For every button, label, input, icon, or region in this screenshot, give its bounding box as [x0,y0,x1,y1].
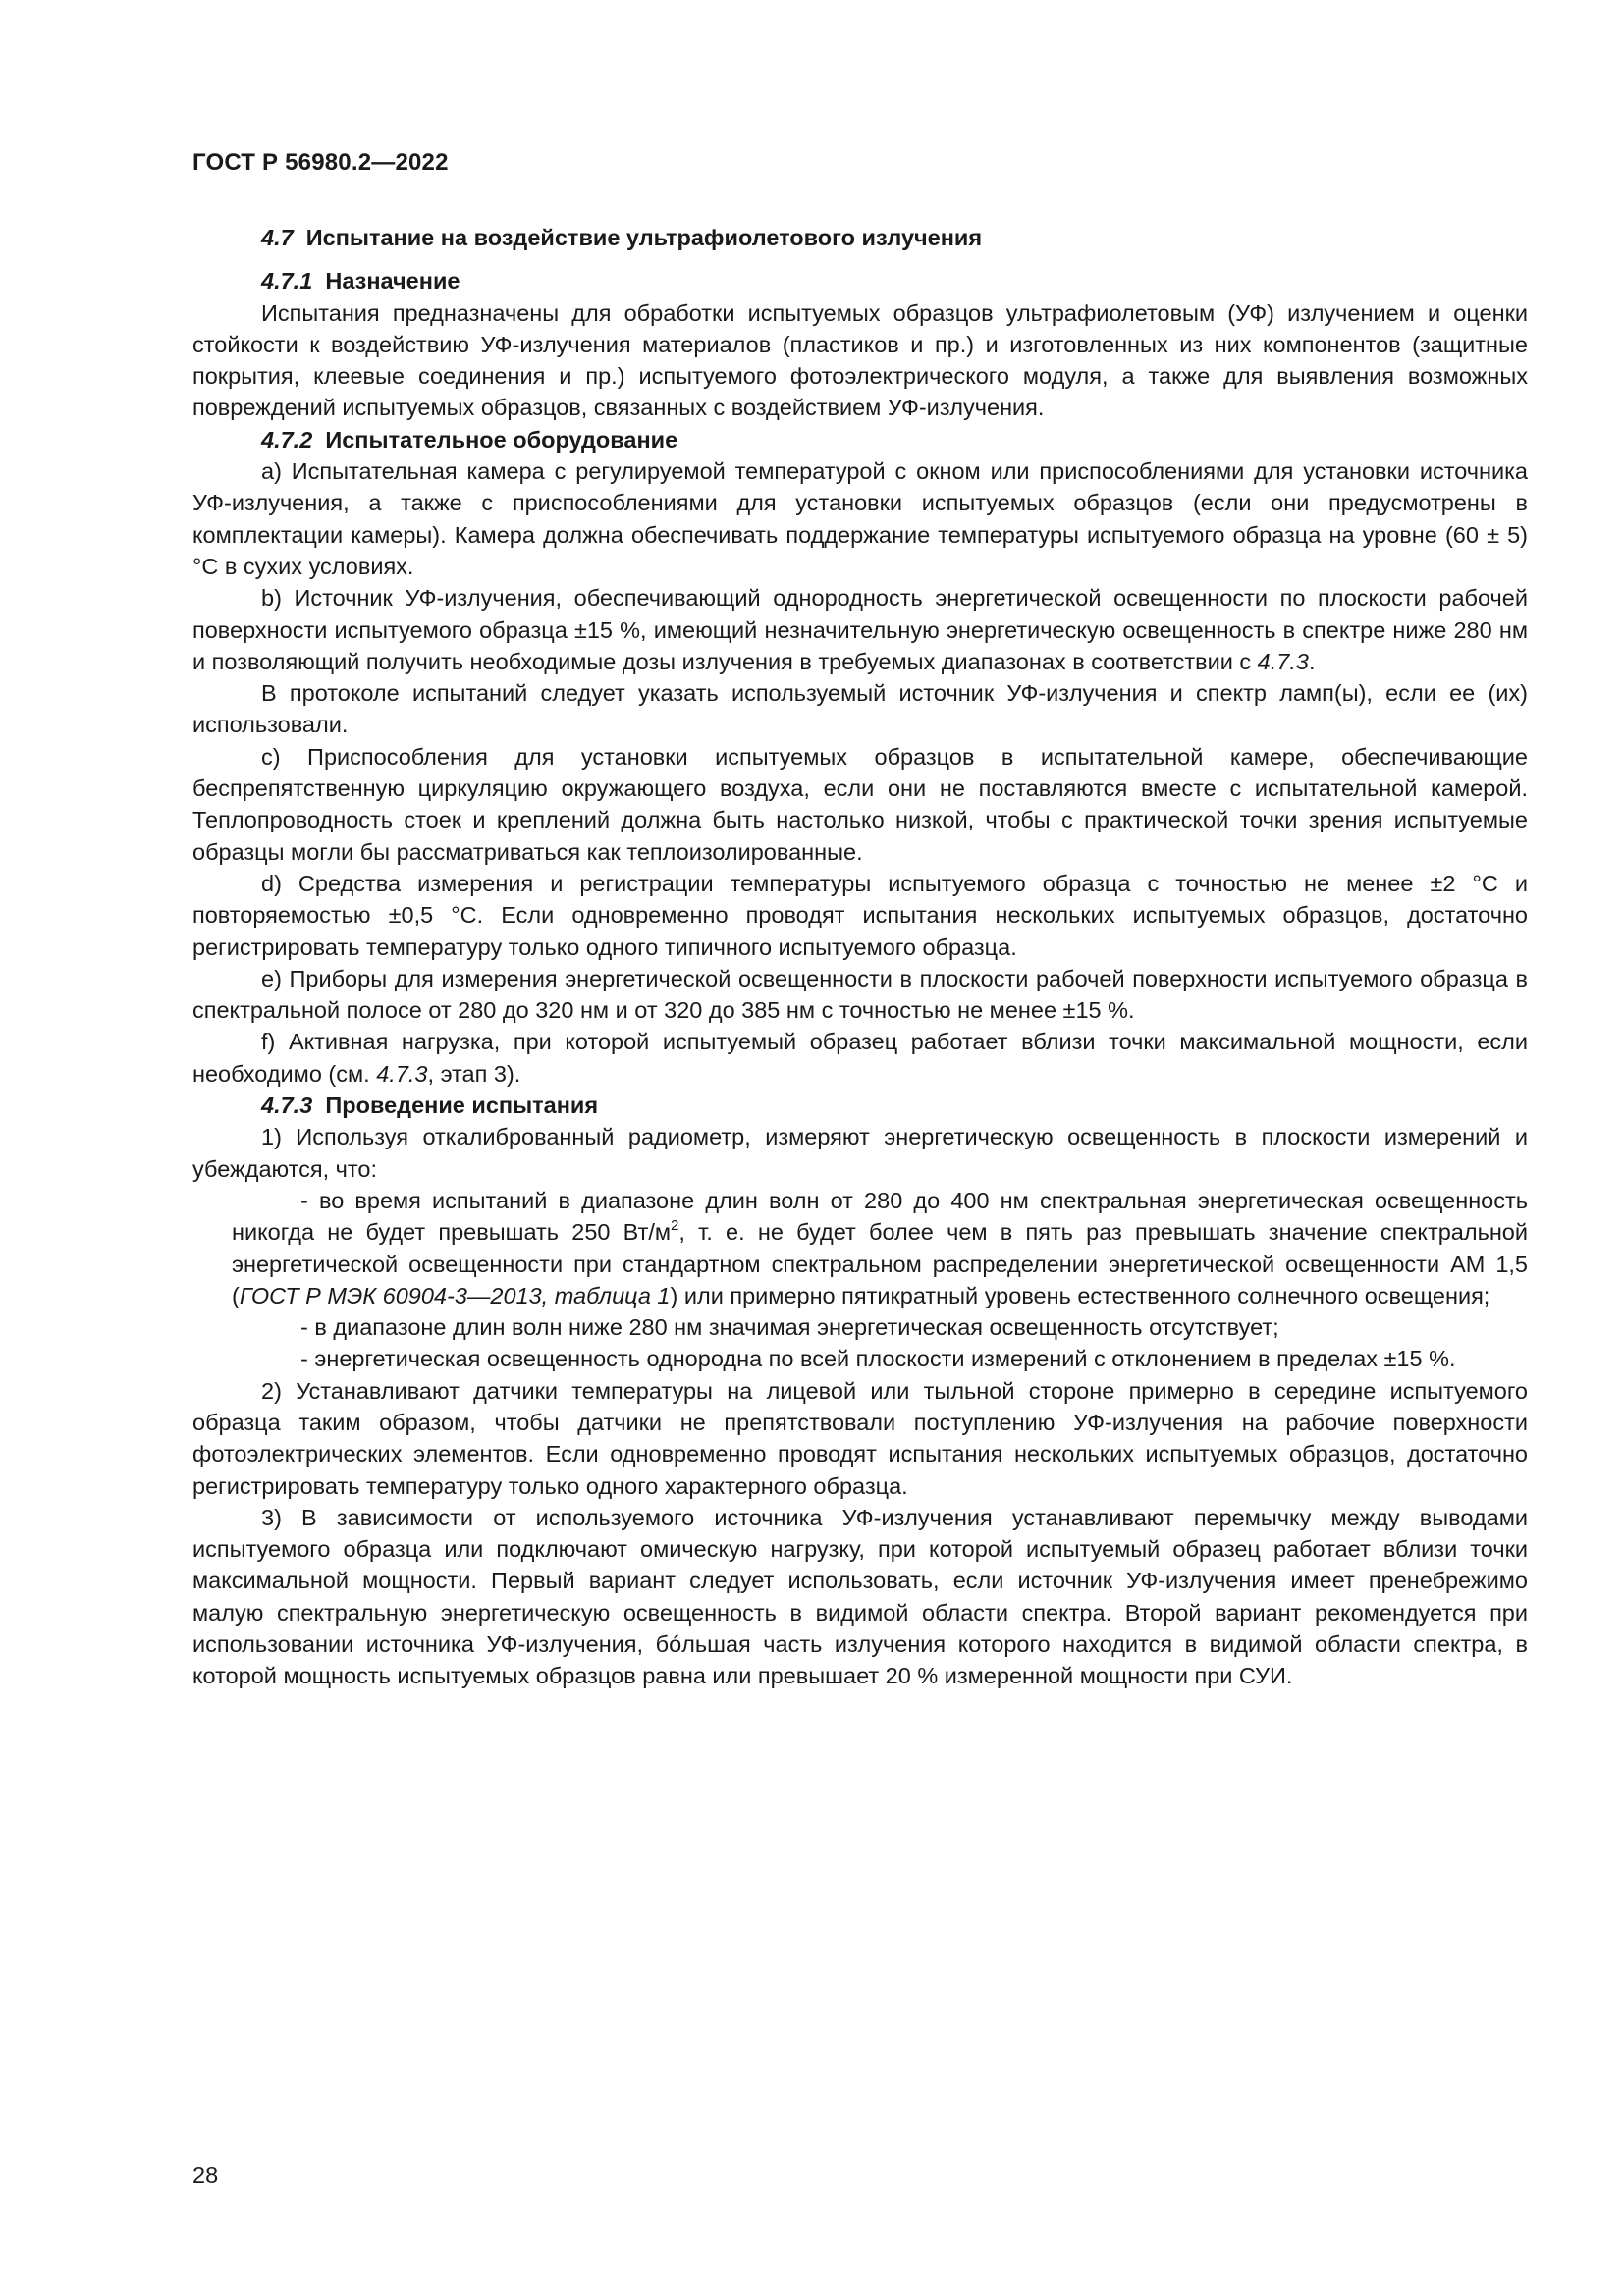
list-item-d: d) Средства измерения и регистрации температуры испытуемого образца с точностью не менее ±2 °С и повторяемостью ±0,5 °С. Если одновременно проводят испытания нескольких испытуемых образцов, достаточно регистрировать температуру только одного типичного испытуемого образца. [192,870,1528,960]
subsection-number: 4.7.3 [261,1093,313,1119]
subsection-title: Проведение испытания [325,1093,599,1119]
subsection-number: 4.7.1 [261,268,313,294]
bullet-1-text-b: , т. е. не будет более чем в пять раз превышать значение спектральной энергетической освещенности при стандартном спектральном распределении энергетической освещенности АМ 1,5 ( [232,1219,1528,1308]
list-item-a: a) Испытательная камера с регулируемой температурой с окном или приспособлениями для установки источника УФ-излучения, а также с приспособлениями для установки испытуемых образцов (если они предусмотрены в комплектации камеры). Камера должна обеспечивать поддержание температуры испытуемого образца на уровне (60 ± 5) °С в сухих условиях. [192,458,1528,579]
step-1: 1) Используя откалиброванный радиометр, измеряют энергетическую освещенность в плоскости измерений и убеждаются, что: [192,1124,1528,1182]
section-heading [192,222,1528,253]
section-title: Испытание на воздействие ультрафиолетового излучения [305,225,983,250]
subsection-heading-4-7-2 [192,424,1528,455]
bullet-2: - в диапазоне длин волн ниже 280 нм значимая энергетическая освещенность отсутствует; [300,1314,1279,1341]
list-item-b [192,582,1528,677]
list-item-b-end: . [1308,648,1316,674]
subsection-number: 4.7.2 [261,426,313,453]
list-item-f-text: f) Активная нагрузка, при которой испытуемый образец работает вблизи точки максимальной мощности, если необходимо (см. [192,1029,1528,1087]
page-number: 28 [192,2163,219,2188]
list-item-f [192,1026,1528,1090]
step-2: 2) Устанавливают датчики температуры на лицевой или тыльной стороне примерно в середине испытуемого образца таким образом, чтобы датчики не препятствовали поступлению УФ-излучения на рабочие поверхности фотоэлектрических элементов. Если одновременно проводят испытания нескольких испытуемых образцов, достаточно регистрировать температуру только одного характерного образца. [192,1377,1528,1499]
subsection-title: Назначение [325,268,460,294]
list-item-f-end: , этап 3). [427,1060,521,1087]
step-3: 3) В зависимости от используемого источника УФ-излучения устанавливают перемычку между выводами испытуемого образца или подключают омическую нагрузку, при которой испытуемый образец работает вблизи точки максимальной мощности. Первый вариант следует использовать, если источник УФ-излучения имеет пренебрежимо малую спектральную энергетическую освещенность в видимой области спектра. Второй вариант рекомендуется при использовании источника УФ-излучения, бóльшая часть излучения которого находится в видимой области спектра, в которой мощность испытуемых образцов равна или превышает 20 % измеренной мощности при СУИ. [192,1504,1528,1689]
cross-reference: 4.7.3 [1257,648,1309,674]
bullet-3: - энергетическая освещенность однородна по всей плоскости измерений с отклонением в пределах ±15 %. [300,1346,1456,1372]
subsection-heading-4-7-3 [192,1090,1528,1121]
superscript: 2 [671,1217,679,1235]
bullet-1-text-a: - во время испытаний в диапазоне длин волн от 280 до 400 нм спектральная энергетическая освещенность никогда не будет превышать 250 Вт/м [232,1187,1528,1246]
cross-reference: 4.7.3 [376,1060,428,1087]
page-content [192,222,1528,1692]
section-number: 4.7 [261,225,294,250]
paragraph-protocol: В протоколе испытаний следует указать используемый источник УФ-излучения и спектр ламп(ы), если ее (их) использовали. [192,680,1528,738]
document-id: ГОСТ Р 56980.2—2022 [192,149,449,176]
standard-reference: ГОСТ Р МЭК 60904-3—2013, таблица 1 [239,1282,671,1308]
bullet-1-text-c: ) или примерно пятикратный уровень естественного солнечного освещения; [670,1282,1490,1308]
subsection-title: Испытательное оборудование [325,426,678,453]
list-item-b-text: b) Источник УФ-излучения, обеспечивающий однородность энергетической освещенности по плоскости рабочей поверхности испытуемого образца ±15 %, имеющий незначительную энергетическую освещенность в спектре ниже 280 нм и позволяющий получить необходимые дозы излучения в требуемых диапазонах в соответствии с [192,585,1528,674]
list-item-c: c) Приспособления для установки испытуемых образцов в испытательной камере, обеспечивающие беспрепятственную циркуляцию окружающего воздуха, если они не поставляются вместе с испытательной камерой. Теплопроводность стоек и креплений должна быть настолько низкой, чтобы с практической точки зрения испытуемые образцы могли бы рассматриваться как теплоизолированные. [192,743,1528,865]
list-item-e: e) Приборы для измерения энергетической освещенности в плоскости рабочей поверхности испытуемого образца в спектральной полосе от 280 до 320 нм и от 320 до 385 нм с точностью не менее ±15 %. [192,965,1528,1024]
paragraph-purpose: Испытания предназначены для обработки испытуемых образцов ультрафиолетовым (УФ) излучением и оценки стойкости к воздействию УФ-излучения материалов (пластиков и пр.) и изготовленных из них компонентов (защитные покрытия, клеевые соединения и пр.) испытуемого фотоэлектрического модуля, а также для выявления возможных повреждений испытуемых образцов, связанных с воздействием УФ-излучения. [192,299,1528,421]
subsection-heading-4-7-1 [192,265,1528,296]
bullet-1 [192,1185,1528,1311]
